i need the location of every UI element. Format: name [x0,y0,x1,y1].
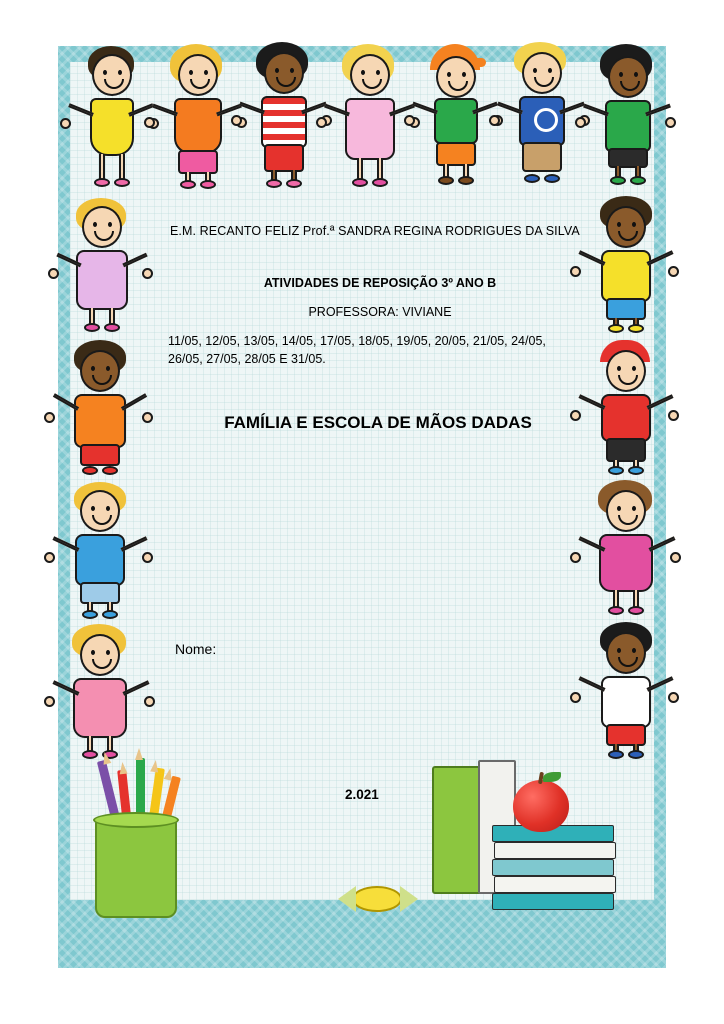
dates-line: 11/05, 12/05, 13/05, 14/05, 17/05, 18/05, 19/05, 20/05, 21/05, 24/05, 26/05, 27/05, 28/05 E 31/05. [168,334,546,367]
activities-heading: ATIVIDADES DE REPOSIÇÃO 3º ANO B [263,276,497,290]
year-label: 2.021 [345,787,379,802]
student-name-label: Nome: [175,641,217,657]
school-name-line: E.M. RECANTO FELIZ Prof.ª SANDRA REGINA RODRIGUES DA SILVA [170,224,580,238]
page-title: FAMÍLIA E ESCOLA DE MÃOS DADAS [224,413,532,432]
teacher-line: PROFESSORA: VIVIANE [308,305,452,319]
